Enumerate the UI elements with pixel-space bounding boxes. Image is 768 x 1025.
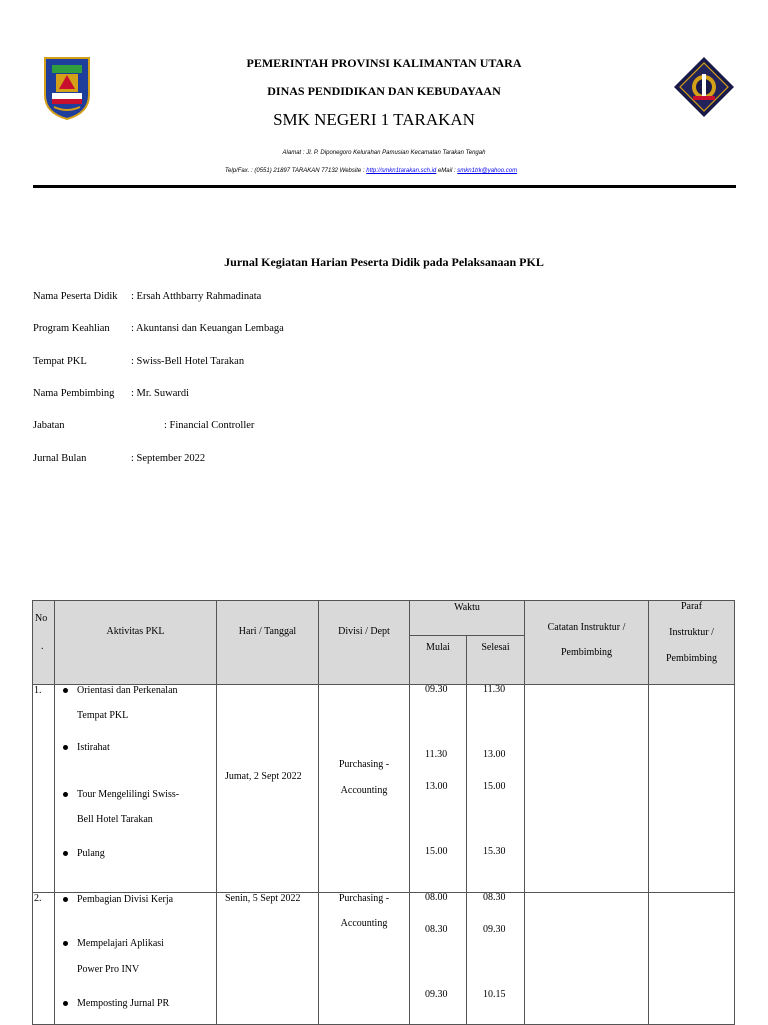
field-supervisor bbox=[33, 388, 189, 399]
activity-item-continuation: Power Pro INV bbox=[77, 964, 140, 975]
activity-item: Istirahat bbox=[77, 742, 110, 753]
header-address: Alamat : Jl. P. Diponegoro Kelurahan Pamusian Kecamatan Tarakan Tengah bbox=[282, 150, 486, 156]
row-start-times bbox=[410, 685, 467, 893]
activity-item: Orientasi dan Perkenalan bbox=[77, 685, 178, 696]
row-date-text: Senin, 5 Sept 2022 bbox=[225, 893, 301, 904]
end-time: 08.30 bbox=[483, 892, 506, 903]
end-time: 09.30 bbox=[483, 924, 506, 935]
field-value: : Akuntansi dan Keuangan Lembaga bbox=[131, 323, 284, 334]
header-school-name: SMK NEGERI 1 TARAKAN bbox=[273, 110, 475, 129]
row-division-line2: Accounting bbox=[340, 785, 388, 796]
table-row bbox=[33, 893, 735, 1025]
end-time: 15.00 bbox=[483, 781, 506, 792]
activity-item: Memposting Jurnal PR bbox=[77, 998, 170, 1009]
email-link[interactable]: smkn1trk@yahoo.com bbox=[457, 168, 518, 174]
header-date-label: Hari / Tanggal bbox=[238, 626, 297, 637]
activity-item-continuation: Bell Hotel Tarakan bbox=[77, 814, 153, 825]
activity-journal-table bbox=[32, 600, 735, 1025]
field-label: Program Keahlian bbox=[33, 323, 110, 334]
field-program bbox=[33, 323, 284, 334]
field-position bbox=[33, 420, 254, 431]
row-notes[interactable] bbox=[525, 685, 649, 893]
row-signature[interactable] bbox=[649, 685, 735, 893]
field-value: : Swiss-Bell Hotel Tarakan bbox=[131, 356, 245, 367]
end-time: 10.15 bbox=[483, 989, 506, 1000]
row-date bbox=[217, 685, 319, 893]
row-division-line2: Accounting bbox=[340, 918, 388, 929]
header-signature-line2: Instruktur / bbox=[669, 627, 714, 638]
field-month bbox=[33, 453, 205, 464]
row-end-times bbox=[467, 685, 525, 893]
row-end-times bbox=[467, 893, 525, 1025]
row-division bbox=[319, 893, 410, 1025]
row-activities bbox=[55, 893, 217, 1025]
start-time: 09.30 bbox=[425, 989, 448, 1000]
end-time: 15.30 bbox=[483, 846, 506, 857]
field-location bbox=[33, 356, 244, 367]
row-number bbox=[33, 685, 55, 893]
row-activities bbox=[55, 685, 217, 893]
header-signature bbox=[649, 601, 735, 685]
header-department: DINAS PENDIDIKAN DAN KEBUDAYAAN bbox=[267, 84, 501, 98]
header-no bbox=[33, 601, 55, 685]
activity-item-continuation: Tempat PKL bbox=[77, 710, 129, 721]
journal-title: Jurnal Kegiatan Harian Peserta Didik pada Pelaksanaan PKL bbox=[224, 255, 544, 269]
header-time bbox=[410, 601, 525, 636]
field-label: Tempat PKL bbox=[33, 356, 87, 367]
row-number bbox=[33, 893, 55, 1025]
field-label: Nama Peserta Didik bbox=[33, 291, 118, 302]
field-label: Jurnal Bulan bbox=[33, 453, 87, 464]
header-activity bbox=[55, 601, 217, 685]
row-division-line1: Purchasing - bbox=[338, 893, 390, 904]
header-end bbox=[467, 636, 525, 685]
header-start-label: Mulai bbox=[426, 642, 450, 653]
row-number-text: 2. bbox=[34, 893, 42, 904]
header-signature-line1: Paraf bbox=[680, 601, 703, 612]
email-label: eMail : bbox=[436, 168, 458, 174]
row-division bbox=[319, 685, 410, 893]
header-date bbox=[217, 601, 319, 685]
header-division bbox=[319, 601, 410, 685]
start-time: 15.00 bbox=[425, 846, 448, 857]
row-notes[interactable] bbox=[525, 893, 649, 1025]
header-notes-label: Catatan Instruktur / Pembimbing bbox=[547, 622, 626, 658]
end-time: 11.30 bbox=[483, 684, 506, 695]
activity-item: Tour Mengelilingi Swiss- bbox=[77, 789, 180, 800]
start-time: 08.30 bbox=[425, 924, 448, 935]
activity-item: Mempelajari Aplikasi bbox=[77, 938, 164, 949]
row-date bbox=[217, 893, 319, 1025]
start-time: 13.00 bbox=[425, 781, 448, 792]
table-row bbox=[33, 685, 735, 893]
field-label: Nama Pembimbing bbox=[33, 388, 115, 399]
header-signature-line3: Pembimbing bbox=[665, 653, 718, 664]
start-time: 09.30 bbox=[425, 684, 448, 695]
start-time: 11.30 bbox=[425, 749, 448, 760]
header-time-label: Waktu bbox=[454, 602, 480, 613]
header-start bbox=[410, 636, 467, 685]
activity-item: Pembagian Divisi Kerja bbox=[77, 894, 174, 905]
header-government: PEMERINTAH PROVINSI KALIMANTAN UTARA bbox=[246, 56, 522, 70]
header-activity-label: Aktivitas PKL bbox=[106, 626, 165, 637]
header-end-label: Selesai bbox=[481, 642, 510, 653]
field-value: : Mr. Suwardi bbox=[131, 388, 190, 399]
header-no-dot: . bbox=[41, 641, 44, 652]
header-contact bbox=[0, 168, 742, 174]
header-divider bbox=[33, 185, 736, 188]
website-link[interactable]: http://smkn1tarakan.sch.id bbox=[366, 168, 437, 174]
header-no-label: No bbox=[35, 613, 48, 624]
field-label: Jabatan bbox=[33, 420, 65, 431]
row-date-text: Jumat, 2 Sept 2022 bbox=[225, 771, 302, 782]
field-value: : Ersah Atthbarry Rahmadinata bbox=[131, 291, 262, 302]
end-time: 13.00 bbox=[483, 749, 506, 760]
start-time: 08.00 bbox=[425, 892, 448, 903]
row-number-text: 1. bbox=[34, 685, 42, 696]
header-notes bbox=[525, 601, 649, 685]
header-division-label: Divisi / Dept bbox=[338, 626, 390, 637]
row-signature[interactable] bbox=[649, 893, 735, 1025]
field-value: : Financial Controller bbox=[164, 420, 255, 431]
activity-item: Pulang bbox=[77, 848, 105, 859]
contact-telephone: Telp/Fax. : (0551) 21897 TARAKAN 77132 Website : bbox=[224, 168, 367, 174]
row-division-line1: Purchasing - bbox=[338, 759, 390, 770]
field-student-name bbox=[33, 291, 261, 302]
field-value: : September 2022 bbox=[131, 453, 206, 464]
row-start-times bbox=[410, 893, 467, 1025]
